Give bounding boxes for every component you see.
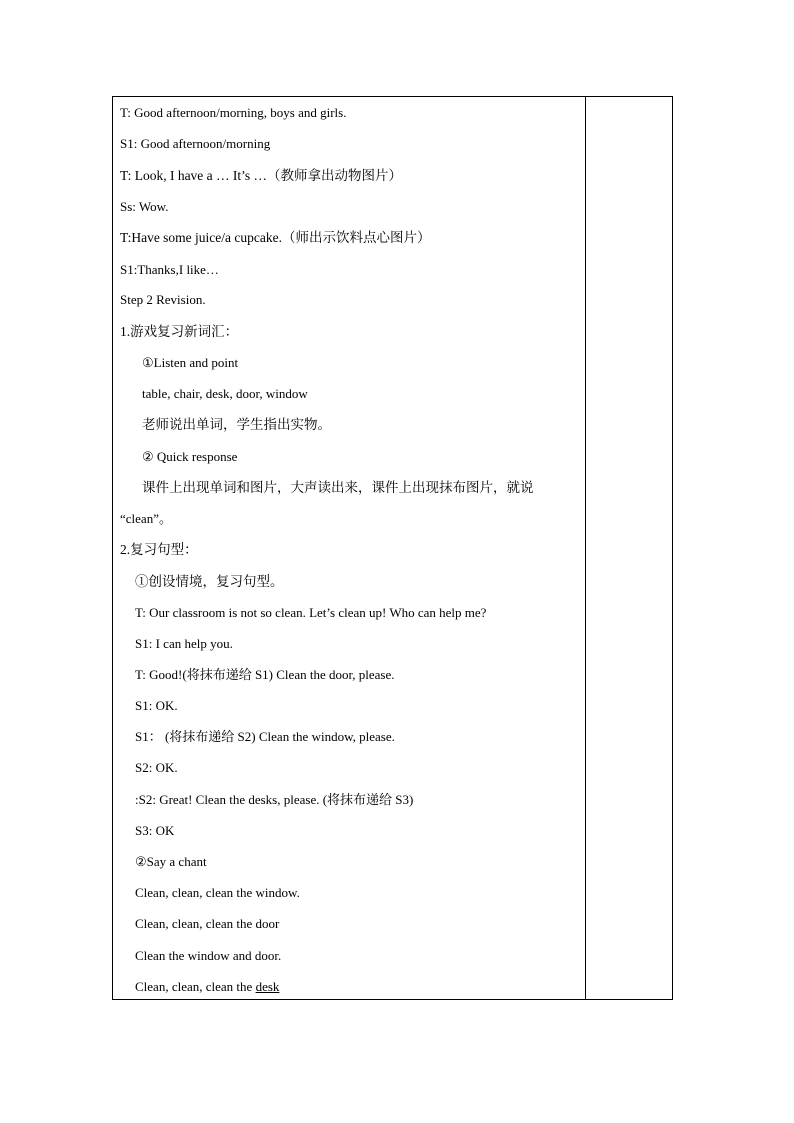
text-line: S1： (将抹布递给 S2) Clean the window, please. xyxy=(135,729,395,744)
text-line: S1:Thanks,I like… xyxy=(120,262,219,277)
lesson-table xyxy=(112,96,673,1000)
text-line: S1: Good afternoon/morning xyxy=(120,136,271,151)
text-line: T:Have some juice/a cupcake.（师出示饮料点心图片） xyxy=(120,230,431,245)
text-line: ② Quick response xyxy=(142,449,238,464)
text-line: table, chair, desk, door, window xyxy=(142,386,308,401)
text-line-last xyxy=(135,979,279,995)
text-line: S1: I can help you. xyxy=(135,636,233,651)
text-line: 2.复习句型： xyxy=(120,542,198,557)
text-line: ②Say a chant xyxy=(135,854,207,869)
text-line: Clean, clean, clean the window. xyxy=(135,885,300,900)
underlined-word: desk xyxy=(255,979,280,994)
text-line: “clean”。 xyxy=(120,511,172,526)
text-line: :S2: Great! Clean the desks, please. (将抹布递给 S3) xyxy=(135,792,414,807)
text-line: 1.游戏复习新词汇： xyxy=(120,324,239,339)
text-line: T: Our classroom is not so clean. Let’s clean up! Who can help me? xyxy=(135,605,487,620)
text-line: Clean, clean, clean the door xyxy=(135,916,280,931)
text-line: T: Look, I have a … It’s …（教师拿出动物图片） xyxy=(120,168,403,183)
text-line-prefix: Clean, clean, clean the xyxy=(135,979,256,994)
text-line: ①Listen and point xyxy=(142,355,239,370)
text-line: ①创设情境，复习句型。 xyxy=(135,574,284,589)
text-line: 老师说出单词，学生指出实物。 xyxy=(142,417,331,432)
text-line: T: Good!(将抹布递给 S1) Clean the door, please. xyxy=(135,667,395,682)
text-line: Ss: Wow. xyxy=(120,199,169,214)
text-line: Clean the window and door. xyxy=(135,948,282,963)
text-line: Step 2 Revision. xyxy=(120,292,206,307)
text-line: S3: OK xyxy=(135,823,175,838)
text-line: S2: OK. xyxy=(135,760,178,775)
text-line: 课件上出现单词和图片，大声读出来，课件上出现抹布图片，就说 xyxy=(142,480,534,495)
text-line: S1: OK. xyxy=(135,698,178,713)
text-line: T: Good afternoon/morning, boys and girls. xyxy=(120,105,347,120)
notes-cell xyxy=(586,97,672,999)
